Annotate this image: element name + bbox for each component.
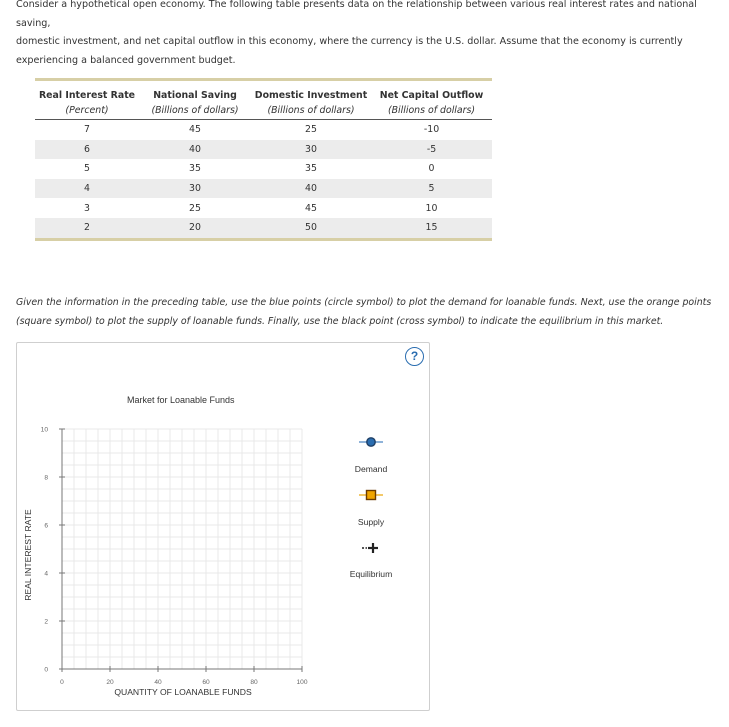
header-investment-unit: (Billions of dollars) (251, 102, 371, 120)
intro-line-2: domestic investment, and net capital outflow in this economy, where the currency is the U.S. dollar. Assume that the economy is currently (16, 36, 683, 47)
y-tick-label: 0 (44, 666, 48, 674)
instructions-line-2: (square symbol) to plot the supply of loanable funds. Finally, use the black point (cross symbol) to indicate the equilibrium in this market. (16, 315, 664, 327)
cell: 4 (35, 179, 139, 199)
cell: 35 (189, 163, 201, 175)
intro-line-1: Consider a hypothetical open economy. The following table presents data on the relationship between various real interest rates and national saving, (16, 0, 697, 29)
x-axis-label: QUANTITY OF LOANABLE FUNDS (114, 687, 252, 697)
cell: 40 (251, 179, 371, 199)
cell: 35 (305, 163, 317, 175)
intro-text (16, 0, 716, 70)
cell: 50 (251, 218, 371, 238)
demand-tool-icon[interactable] (358, 435, 384, 449)
header-nco-unit: (Billions of dollars) (371, 102, 492, 120)
cell: 3 (84, 202, 90, 214)
header-saving-unit: (Billions of dollars) (139, 102, 251, 120)
data-table (35, 78, 492, 241)
table-row (35, 140, 492, 160)
y-tick-label: 4 (44, 570, 48, 578)
cell: 45 (305, 202, 317, 214)
cell: 30 (251, 140, 371, 160)
cell: 5 (84, 163, 90, 175)
cell: 2 (35, 218, 139, 238)
table-row (35, 159, 492, 179)
graph-panel (16, 342, 430, 711)
table-bottom-rule (35, 238, 492, 241)
intro-line-3: experiencing a balanced government budget. (16, 54, 236, 66)
x-tick-label: 0 (60, 679, 64, 686)
x-tick-label: 60 (202, 679, 210, 686)
cell: 45 (189, 124, 201, 136)
cell: 6 (35, 140, 139, 160)
y-tick-label: 10 (40, 426, 48, 434)
cell: -5 (371, 140, 492, 160)
header-investment: Domestic Investment (254, 90, 368, 101)
cell: 30 (139, 179, 251, 199)
instructions (16, 294, 716, 331)
supply-tool-icon[interactable] (358, 488, 384, 502)
cell: 25 (189, 202, 201, 214)
table-row (35, 198, 492, 218)
legend-supply: Supply (357, 517, 385, 527)
x-tick-label: 20 (106, 679, 114, 686)
cell: 7 (84, 124, 90, 136)
y-tick-label: 2 (44, 618, 48, 626)
cell: -10 (423, 124, 440, 136)
cell: 25 (305, 124, 317, 136)
header-rate-unit: (Percent) (35, 102, 139, 120)
header-nco: Net Capital Outflow (379, 90, 484, 101)
chart-title: Market for Loanable Funds (127, 395, 235, 405)
cell: 40 (139, 140, 251, 160)
header-saving: National Saving (153, 90, 237, 101)
cell: 10 (425, 202, 438, 214)
x-tick-label: 100 (296, 679, 308, 686)
header-rate: Real Interest Rate (38, 90, 136, 101)
legend-equilibrium: Equilibrium (349, 569, 393, 579)
cell: 5 (371, 179, 492, 199)
cell: 15 (371, 218, 492, 238)
cell: 20 (139, 218, 251, 238)
x-tick-label: 40 (154, 679, 162, 686)
grid (62, 429, 302, 669)
cell: 0 (428, 163, 435, 175)
y-tick-label: 6 (44, 522, 48, 530)
x-tick-label: 80 (250, 679, 258, 686)
y-tick-label: 8 (44, 474, 48, 482)
table-row (35, 120, 492, 140)
table-row (35, 179, 492, 199)
equilibrium-tool-icon[interactable] (358, 541, 384, 555)
instructions-line-1: Given the information in the preceding table, use the blue points (circle symbol) to plot the demand for loanable funds. Next, use the orange points (16, 297, 712, 308)
help-icon[interactable]: ? (405, 347, 424, 366)
table-row (35, 218, 492, 238)
y-axis-label: REAL INTEREST RATE (23, 509, 33, 601)
legend-demand: Demand (354, 464, 388, 474)
